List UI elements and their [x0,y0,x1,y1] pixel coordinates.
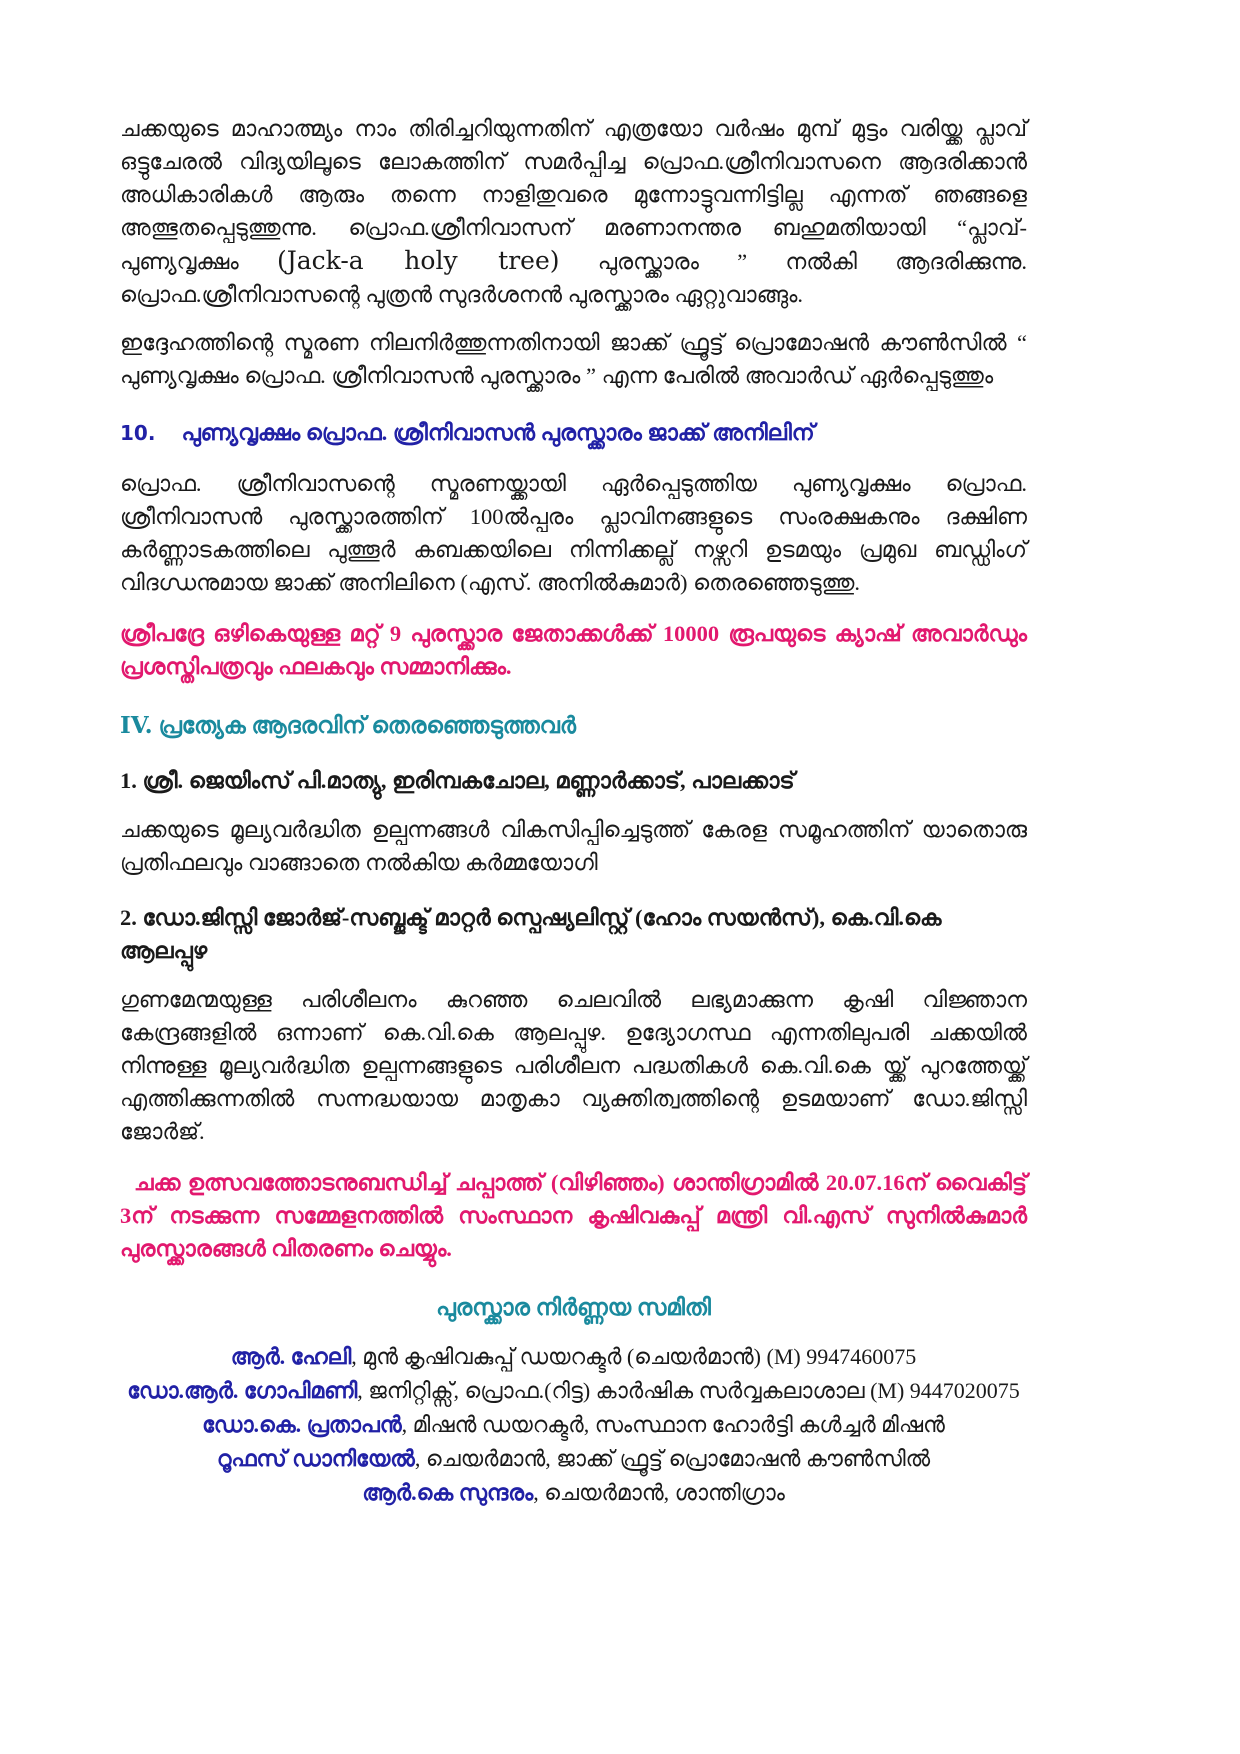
paragraph-award-naming: ഇദ്ദേഹത്തിന്റെ സ്മരണ നിലനിർത്തുന്നതിനായി ജാക്ക് ഫ്രൂട്ട് പ്രൊമോഷൻ കൗൺസിൽ “ പുണ്യവൃക്ഷം പ്രൊഫ. ശ്രീനിവാസൻ പുരസ്ക്കാരം ” എന്ന പേരിൽ അവാർഡ് ഏർപ്പെടുത്തും [120,330,1027,388]
committee-member-details: , മുൻ കൃഷിവകുപ്പ് ഡയറക്ടർ (ചെയർമാൻ) (M) 9947460075 [351,1344,917,1369]
committee-member-details: , മിഷൻ ഡയറക്ടർ, സംസ്ഥാന ഹോർട്ടി കൾച്ചർ മിഷൻ [401,1412,945,1437]
heading-award-10 [120,416,1027,450]
committee-member-name: ആർ.കെ സുന്ദരം [362,1480,534,1505]
paragraph-intro-text-2: പുരസ്ക്കാരം ” നൽകി ആദരിക്കുന്നു. പ്രൊഫ.ശ്രീനിവാസന്റെ പുത്രൻ സുദർശനൻ പുരസ്ക്കാരം ഏറ്റുവാങ്ങും. [120,249,1027,307]
committee-member [120,1408,1027,1442]
committee-member-details: , ചെയർമാൻ, ശാന്തിഗ്രാം [533,1480,785,1505]
committee-member [120,1476,1027,1510]
committee-list [120,1340,1027,1510]
paragraph-intro-text-1: ചക്കയുടെ മാഹാത്മ്യം നാം തിരിച്ചറിയുന്നതിന് എത്രയോ വർഷം മുമ്പ് മുട്ടം വരിയ്ക്ക പ്ലാവ് ഒട്ടുചേരൽ വിദ്യയിലൂടെ ലോകത്തിന് സമർപ്പിച്ച പ്രൊഫ.ശ്രീനിവാസനെ ആദരിക്കാൻ അധികാരികൾ ആരും തന്നെ നാളിതുവരെ മുന്നോട്ടുവന്നിട്ടില്ല എന്നത് ഞങ്ങളെ അത്ഭുതപ്പെടുത്തുന്നു. പ്രൊഫ.ശ്രീനിവാസന് മരണാനന്തര ബഹുമതിയായി “പ്ലാവ്-പുണ്യവൃക്ഷം [120,116,1027,274]
english-phrase: (Jack-a holy tree) [276,246,560,275]
committee-member-name: ഡോ.കെ. പ്രതാപൻ [202,1412,402,1437]
heading-section-4 [120,709,1027,742]
paragraph-cash-award: ശ്രീപദ്രേ ഒഴികെയുള്ള മറ്റ് 9 പുരസ്ക്കാര ജേതാക്കൾക്ക് 10000 രൂപയുടെ ക്യാഷ് അവാർഡും പ്രശസ്തിപത്രവും ഫലകവും സമ്മാനിക്കും. [120,621,1027,679]
honoree-2-description: ഗുണമേന്മയുള്ള പരിശീലനം കുറഞ്ഞ ചെലവിൽ ലഭ്യമാക്കുന്ന കൃഷി വിജ്ഞാന കേന്ദ്രങ്ങളിൽ ഒന്നാണ് കെ.വി.കെ ആലപ്പുഴ. ഉദ്യോഗസ്ഥ എന്നതിലുപരി ചക്കയിൽ നിന്നുള്ള മൂല്യവർദ്ധിത ഉല്പന്നങ്ങളുടെ പരിശീലന പദ്ധതികൾ കെ.വി.കെ യ്ക്ക് പുറത്തേയ്ക്ക് എത്തിക്കുന്നതിൽ സന്നദ്ധയായ മാതൃകാ വ്യക്തിത്വത്തിന്റെ ഉടമയാണ് ഡോ.ജിസ്സി ജോർജ്. [120,987,1027,1144]
paragraph-ceremony: ചക്ക ഉത്സവത്തോടനുബന്ധിച്ച് ചപ്പാത്ത് (വിഴിഞ്ഞം) ശാന്തിഗ്രാമിൽ 20.07.16ന് വൈകിട്ട് 3ന് നടക്കുന്ന സമ്മേളനത്തിൽ സംസ്ഥാന കൃഷിവകുപ്പ് മന്ത്രി വി.എസ് സുനിൽകുമാർ പുരസ്ക്കാരങ്ങൾ വിതരണം ചെയ്യും. [120,1170,1027,1261]
committee-member-name: റൂഫസ് ഡാനിയേൽ [216,1446,415,1471]
heading-section-4-number: IV. [120,712,153,739]
honoree-2-title: 2. ഡോ.ജിസ്സി ജോർജ്-സബ്ജക്ട് മാറ്റർ സ്പെഷ്യലിസ്റ്റ് (ഹോം സയൻസ്), കെ.വി.കെ ആലപ്പുഴ [120,905,942,963]
paragraph-intro [120,112,1027,311]
committee-member [120,1374,1027,1408]
committee-member [120,1340,1027,1374]
heading-section-4-label: പ്രത്യേക ആദരവിന് തെരഞ്ഞെടുത്തവർ [158,713,576,738]
committee-title: പുരസ്ക്കാര നിർണ്ണയ സമിതി [436,1295,711,1320]
committee-member-name: ഡോ.ആർ. ഗോപിമണി [127,1378,358,1403]
paragraph-selection: പ്രൊഫ. ശ്രീനിവാസന്റെ സ്മരണയ്ക്കായി ഏർപ്പെടുത്തിയ പുണ്യവൃക്ഷം പ്രൊഫ. ശ്രീനിവാസൻ പുരസ്ക്കാരത്തിന് 100ൽപ്പരം പ്ലാവിനങ്ങളുടെ സംരക്ഷകനും ദക്ഷിണ കർണ്ണാടകത്തിലെ പുത്തൂർ കബക്കയിലെ നിന്നിക്കല്ല് നഴ്സറി ഉടമയും പ്രമുഖ ബഡ്ഡിംഗ് വിദഗ്ധനുമായ ജാക്ക് അനിലിനെ (എസ്. അനിൽകുമാർ) തെരഞ്ഞെടുത്തു. [120,471,1027,595]
committee-member-name: ആർ. ഹേലി [230,1344,352,1369]
honoree-1-description: ചക്കയുടെ മൂല്യവർദ്ധിത ഉല്പന്നങ്ങൾ വികസിപ്പിച്ചെടുത്ത് കേരള സമൂഹത്തിന് യാതൊരു പ്രതിഫലവും വാങ്ങാതെ നൽകിയ കർമ്മയോഗി [120,817,1027,875]
committee-member-details: , ജനിറ്റിക്സ്, പ്രൊഫ.(റിട്ട) കാർഷിക സർവ്വകലാശാല (M) 9447020075 [357,1378,1020,1403]
heading-award-10-label: പുണ്യവൃക്ഷം പ്രൊഫ. ശ്രീനിവാസൻ പുരസ്ക്കാരം ജാക്ക് അനിലിന് [181,420,815,445]
heading-award-10-number: 10. [120,421,156,445]
honoree-1-title: 1. ശ്രീ. ജെയിംസ് പി.മാത്യു, ഇരിമ്പകചോല, മണ്ണാർക്കാട്, പാലക്കാട് [120,768,795,793]
committee-member-details: , ചെയർമാൻ, ജാക്ക് ഫ്രൂട്ട് പ്രൊമോഷൻ കൗൺസിൽ [414,1446,931,1471]
committee-member [120,1442,1027,1476]
